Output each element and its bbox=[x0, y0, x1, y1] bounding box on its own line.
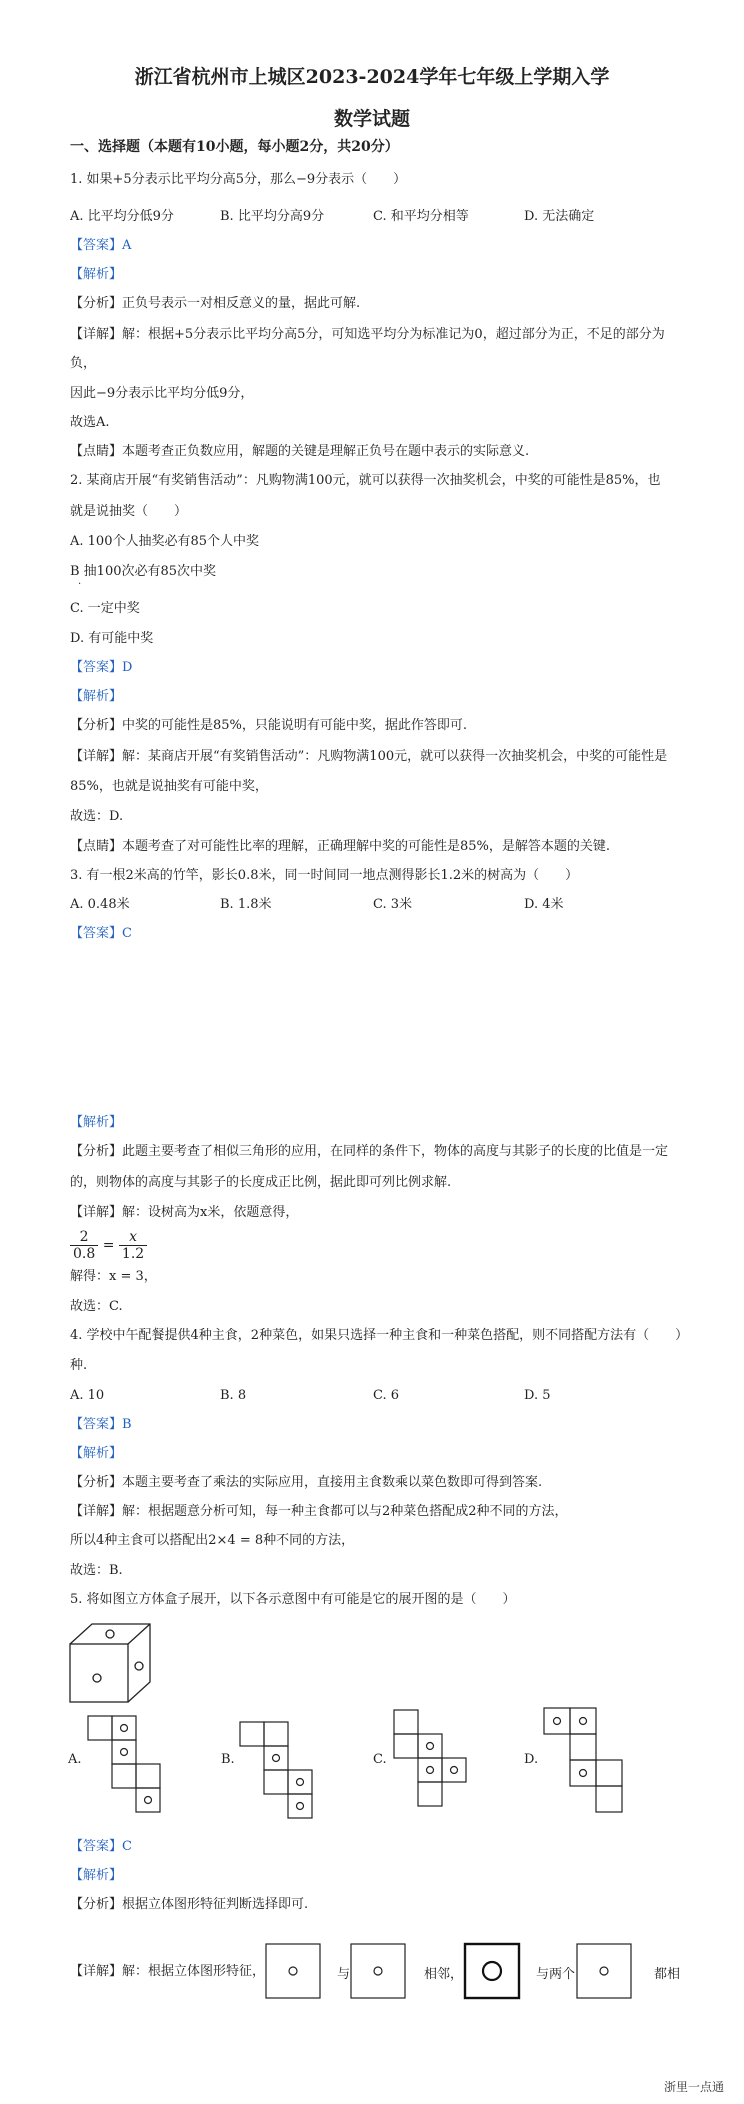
q3-analysis-1: 【分析】此题主要考查了相似三角形的应用，在同样的条件下，物体的高度与其影子的长度的比值是一定 bbox=[70, 1144, 669, 1159]
net-d-figure bbox=[544, 1708, 628, 1818]
q5-stem: 5. 将如图立方体盒子展开，以下各示意图中有可能是它的展开图的是（ ） bbox=[70, 1592, 516, 1607]
q3-fraction-right-denominator: 1.2 bbox=[121, 1246, 145, 1262]
q4-detail-1: 【详解】解：根据题意分析可知，每一种主食都可以与2种菜色搭配成2种不同的方法， bbox=[70, 1504, 568, 1519]
q1-option-a: A. 比平均分低9分 bbox=[70, 209, 174, 224]
q1-analysis: 【分析】正负号表示一对相反意义的量，据此可解. bbox=[70, 296, 361, 311]
q3-option-d: D. 4米 bbox=[524, 897, 564, 912]
q2-analysis: 【分析】中奖的可能性是85%，只能说明有可能中奖，据此作答即可. bbox=[70, 718, 468, 733]
q3-choice: 故选：C. bbox=[70, 1299, 123, 1314]
q2-option-b: B 抽100次必有85次中奖 bbox=[70, 564, 217, 579]
q1-choice: 故选A. bbox=[70, 415, 110, 430]
q3-detail: 【详解】解：设树高为x米，依题意得， bbox=[70, 1205, 299, 1220]
q2-comment: 【点睛】本题考查了对可能性比率的理解，正确理解中奖的可能性是85%，是解答本题的关键. bbox=[70, 839, 611, 854]
q3-fraction-left bbox=[70, 1229, 98, 1262]
q2-stem-2: 就是说抽奖（ ） bbox=[70, 504, 188, 519]
q4-option-a: A. 10 bbox=[70, 1388, 105, 1403]
face-box-3-figure bbox=[464, 1943, 520, 1999]
section-heading: 一、选择题（本题有10小题，每小题2分，共20分） bbox=[70, 139, 399, 155]
q4-analysis: 【分析】本题主要考查了乘法的实际应用，直接用主食数乘以菜色数即可得到答案. bbox=[70, 1475, 543, 1490]
q5-option-a-label: A. bbox=[68, 1752, 82, 1767]
q3-fraction-left-denominator: 0.8 bbox=[73, 1246, 96, 1262]
q5-option-d-label: D. bbox=[524, 1752, 539, 1767]
q3-analysis-2: 的，则物体的高度与其影子的长度成正比例，据此即可列比例求解. bbox=[70, 1175, 452, 1190]
q5-option-b-label: B. bbox=[221, 1752, 235, 1767]
face-box-4-figure bbox=[576, 1943, 632, 1999]
q4-option-b: B. 8 bbox=[220, 1388, 247, 1403]
q3-option-b: B. 1.8米 bbox=[220, 897, 272, 912]
q5-option-c-label: C. bbox=[373, 1752, 387, 1767]
q1-answer: 【答案】A bbox=[70, 238, 132, 253]
q3-answer: 【答案】C bbox=[70, 926, 132, 941]
face-box-1-figure bbox=[265, 1943, 321, 1999]
q2-option-c: C. 一定中奖 bbox=[70, 601, 140, 616]
q2-detail-1: 【详解】解：某商店开展“有奖销售活动”：凡购物满100元，就可以获得一次抽奖机会，中奖的可能性是 bbox=[70, 749, 668, 764]
q5-answer: 【答案】C bbox=[70, 1839, 132, 1854]
q5-word-xianglin: 相邻， bbox=[424, 1967, 464, 1982]
q2-choice: 故选：D. bbox=[70, 809, 124, 824]
net-c-figure bbox=[394, 1710, 474, 1820]
face-box-2-figure bbox=[350, 1943, 406, 1999]
q1-comment: 【点睛】本题考查正负数应用，解题的关键是理解正负号在题中表示的实际意义. bbox=[70, 444, 530, 459]
q1-option-c: C. 和平均分相等 bbox=[373, 209, 469, 224]
q1-option-b: B. 比平均分高9分 bbox=[220, 209, 325, 224]
cube-figure bbox=[68, 1622, 168, 1704]
q4-option-c: C. 6 bbox=[373, 1388, 400, 1403]
q4-jiexi: 【解析】 bbox=[70, 1446, 123, 1461]
document-title: 浙江省杭州市上城区2023-2024学年七年级上学期入学 bbox=[134, 66, 610, 88]
q5-word-douxiang: 都相 bbox=[654, 1967, 681, 1982]
q4-option-d: D. 5 bbox=[524, 1388, 551, 1403]
q2-option-a: A. 100个人抽奖必有85个人中奖 bbox=[70, 534, 260, 549]
q1-stem: 1. 如果+5分表示比平均分高5分，那么−9分表示（ ） bbox=[70, 172, 407, 187]
q2-answer: 【答案】D bbox=[70, 660, 133, 675]
q5-jiexi: 【解析】 bbox=[70, 1868, 123, 1883]
q5-analysis: 【分析】根据立体图形特征判断选择即可. bbox=[70, 1897, 309, 1912]
q2-detail-2: 85%，也就是说抽奖有可能中奖， bbox=[70, 779, 268, 794]
q2-stem-1: 2. 某商店开展“有奖销售活动”：凡购物满100元，就可以获得一次抽奖机会，中奖的可能性是85%，也 bbox=[70, 473, 661, 488]
q1-jiexi: 【解析】 bbox=[70, 267, 123, 282]
q5-detail: 【详解】解：根据立体图形特征， bbox=[70, 1964, 266, 1979]
q3-fraction-left-numerator: 2 bbox=[70, 1229, 98, 1246]
q4-stem-1: 4. 学校中午配餐提供4种主食，2种菜色，如果只选择一种主食和一种菜色搭配，则不同搭配方法有（ ） bbox=[70, 1328, 689, 1343]
q3-option-c: C. 3米 bbox=[373, 897, 413, 912]
net-b-figure bbox=[240, 1722, 320, 1820]
footer-brand: 浙里一点通 bbox=[663, 2080, 724, 2094]
q4-stem-2: 种. bbox=[70, 1358, 88, 1373]
q5-word-yu: 与 bbox=[337, 1967, 351, 1982]
q1-detail-1: 【详解】解：根据+5分表示比平均分高5分，可知选平均分为标准记为0，超过部分为正，不足的部分为 bbox=[70, 327, 665, 342]
q4-detail-2: 所以4种主食可以搭配出2×4 = 8种不同的方法， bbox=[70, 1533, 355, 1548]
q1-detail-3: 因此−9分表示比平均分低9分， bbox=[70, 386, 254, 401]
q2-option-d: D. 有可能中奖 bbox=[70, 631, 154, 646]
q3-stem: 3. 有一根2米高的竹竿，影长0.8米，同一时间同一地点测得影长1.2米的树高为（ ） bbox=[70, 868, 579, 883]
q2-option-b-dot: . bbox=[78, 576, 82, 587]
q3-jiexi: 【解析】 bbox=[70, 1115, 123, 1130]
q1-option-d: D. 无法确定 bbox=[524, 209, 595, 224]
q1-detail-2: 负， bbox=[70, 356, 97, 371]
q4-answer: 【答案】B bbox=[70, 1417, 132, 1432]
q3-fraction-right bbox=[119, 1229, 147, 1262]
net-a-figure bbox=[88, 1716, 168, 1814]
q3-equals-sign: = bbox=[102, 1237, 115, 1254]
q3-solution: 解得：x = 3， bbox=[70, 1269, 157, 1284]
q3-equation bbox=[70, 1229, 147, 1262]
q2-jiexi: 【解析】 bbox=[70, 689, 123, 704]
document-subtitle: 数学试题 bbox=[333, 108, 410, 130]
q5-word-yuliangge: 与两个 bbox=[536, 1967, 576, 1982]
q4-choice: 故选：B. bbox=[70, 1563, 123, 1578]
q3-option-a: A. 0.48米 bbox=[70, 897, 130, 912]
q3-fraction-right-numerator: x bbox=[119, 1229, 147, 1246]
